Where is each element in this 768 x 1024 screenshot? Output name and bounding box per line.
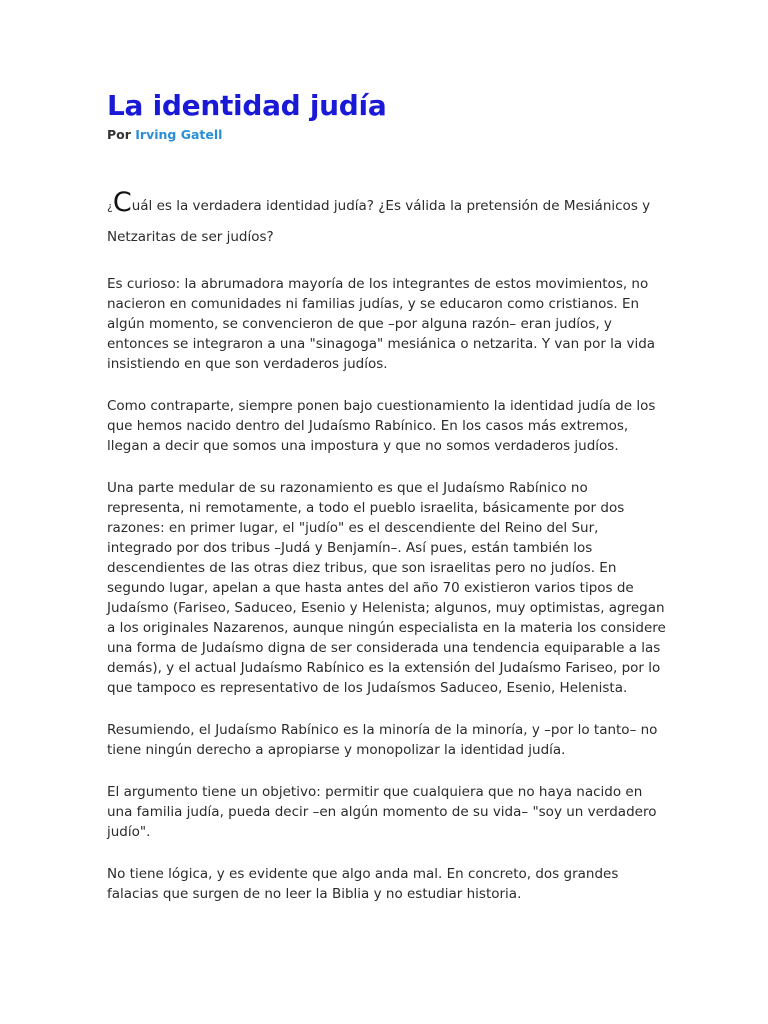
paragraph-2: Como contraparte, siempre ponen bajo cuestionamiento la identidad judía de los que hemos nacido dentro del Judaísmo Rabínico. En los casos más extremos, llegan a decir que somos una impostura y que no somos verdaderos judíos. (107, 398, 656, 454)
byline-prefix: Por (107, 127, 131, 142)
byline (107, 126, 667, 144)
intro-open-mark: ¿ (107, 200, 113, 213)
paragraph-6: No tiene lógica, y es evidente que algo anda mal. En concreto, dos grandes falacias que surgen de no leer la Biblia y no estudiar historia. (107, 866, 619, 902)
author-link[interactable]: Irving Gatell (135, 127, 223, 142)
paragraph-5: El argumento tiene un objetivo: permitir que cualquiera que no haya nacido en una familia judía, pueda decir –en algún momento de su vida– "soy un verdadero judío". (107, 784, 657, 840)
article-title: La identidad judía (107, 89, 387, 122)
drop-cap: C (112, 187, 132, 218)
intro-text: uál es la verdadera identidad judía? ¿Es válida la pretensión de Mesiánicos y Netzaritas de ser judíos? (107, 198, 651, 245)
article (107, 88, 667, 904)
paragraph-4: Resumiendo, el Judaísmo Rabínico es la minoría de la minoría, y –por lo tanto– no tiene ningún derecho a apropiarse y monopolizar la identidad judía. (107, 722, 658, 758)
paragraph-3: Una parte medular de su razonamiento es que el Judaísmo Rabínico no representa, ni remotamente, a todo el pueblo israelita, básicamente por dos razones: en primer lugar, el "judío" es el descendiente del Reino del Sur, integrado por dos tribus –Judá y Benjamín–. Así pues, están también los descendientes de las otras diez tribus, que son israelitas pero no judíos. En segundo lugar, apelan a que hasta antes del año 70 existieron varios tipos de Judaísmo (Fariseo, Saduceo, Esenio y Helenista; algunos, muy optimistas, agregan a los originales Nazarenos, aunque ningún especialista en la materia los considere una forma de Judaísmo digna de ser considerada una tendencia equiparable a las demás), y el actual Judaísmo Rabínico es la extensión del Judaísmo Fariseo, por lo que tampoco es representativo de los Judaísmos Saduceo, Esenio, Helenista. (107, 480, 666, 696)
intro-paragraph (107, 188, 667, 252)
paragraph-1: Es curioso: la abrumadora mayoría de los integrantes de estos movimientos, no nacieron en comunidades ni familias judías, y se educaron como cristianos. En algún momento, se convencieron de que –por alguna razón– eran judíos, y entonces se integraron a una "sinagoga" mesiánica o netzarita. Y van por la vida insistiendo en que son verdaderos judíos. (107, 276, 656, 372)
